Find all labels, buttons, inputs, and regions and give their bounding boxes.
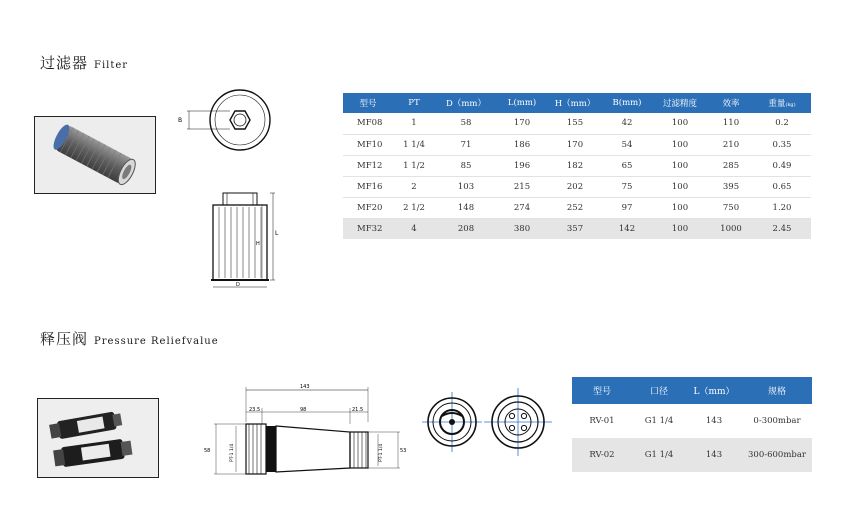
filter-th-efficiency: 效率 bbox=[709, 93, 753, 113]
table-cell: 215 bbox=[497, 176, 547, 197]
table-cell: 202 bbox=[547, 176, 603, 197]
table-cell: 182 bbox=[547, 155, 603, 176]
filter-title-cn: 过滤器 bbox=[40, 54, 89, 72]
filter-th-l: L(mm) bbox=[497, 93, 547, 113]
valve-dim-right-seg: 21.5 bbox=[352, 407, 364, 413]
table-cell: 252 bbox=[547, 197, 603, 218]
table-cell: 110 bbox=[709, 113, 753, 134]
valve-th-spec: 规格 bbox=[742, 377, 812, 404]
table-cell: 357 bbox=[547, 218, 603, 239]
filter-section-title bbox=[40, 52, 128, 73]
valve-dim-left-height: 58 bbox=[204, 448, 211, 454]
table-cell: 285 bbox=[709, 155, 753, 176]
valve-end-view-right bbox=[484, 388, 552, 456]
table-cell: MF08 bbox=[343, 113, 393, 134]
table-row bbox=[343, 176, 811, 197]
table-cell: 148 bbox=[435, 197, 497, 218]
table-cell: 54 bbox=[603, 134, 651, 155]
filter-th-h: H（mm） bbox=[547, 93, 603, 113]
table-row bbox=[572, 404, 812, 438]
table-cell: 4 bbox=[393, 218, 435, 239]
table-cell: MF20 bbox=[343, 197, 393, 218]
table-cell: 2.45 bbox=[753, 218, 811, 239]
table-row bbox=[343, 113, 811, 134]
table-cell: MF32 bbox=[343, 218, 393, 239]
table-cell: 1 1/2 bbox=[393, 155, 435, 176]
table-row bbox=[343, 134, 811, 155]
table-cell: 274 bbox=[497, 197, 547, 218]
filter-dim-b: B bbox=[178, 117, 183, 124]
table-row bbox=[572, 438, 812, 472]
table-cell: RV-02 bbox=[572, 438, 632, 472]
valve-title-en: Pressure Reliefvalue bbox=[94, 336, 219, 347]
table-cell: 100 bbox=[651, 176, 709, 197]
table-cell: 0.65 bbox=[753, 176, 811, 197]
table-cell: 155 bbox=[547, 113, 603, 134]
table-cell: 0.35 bbox=[753, 134, 811, 155]
table-cell: 58 bbox=[435, 113, 497, 134]
valve-dim-overall: 143 bbox=[300, 384, 310, 390]
table-cell: 2 bbox=[393, 176, 435, 197]
table-cell: 170 bbox=[547, 134, 603, 155]
table-cell: MF12 bbox=[343, 155, 393, 176]
valve-end-view-left bbox=[422, 392, 482, 452]
table-row bbox=[343, 155, 811, 176]
filter-dim-h: H bbox=[256, 241, 260, 247]
table-cell: 100 bbox=[651, 134, 709, 155]
table-cell: G1 1/4 bbox=[632, 404, 686, 438]
table-cell: 1.20 bbox=[753, 197, 811, 218]
table-cell: 196 bbox=[497, 155, 547, 176]
table-cell: 2 1/2 bbox=[393, 197, 435, 218]
filter-th-weight-unit: (kg) bbox=[785, 102, 796, 108]
table-cell: 100 bbox=[651, 197, 709, 218]
table-cell: 97 bbox=[603, 197, 651, 218]
table-cell: MF10 bbox=[343, 134, 393, 155]
table-cell: 85 bbox=[435, 155, 497, 176]
table-cell: 1 bbox=[393, 113, 435, 134]
table-cell: 0.49 bbox=[753, 155, 811, 176]
filter-th-weight-label: 重量 bbox=[768, 99, 786, 109]
valve-section-title bbox=[40, 328, 219, 349]
valve-spec-table bbox=[572, 377, 812, 472]
filter-technical-drawing bbox=[175, 85, 285, 295]
table-cell: 186 bbox=[497, 134, 547, 155]
table-cell: 143 bbox=[686, 438, 742, 472]
table-cell: 210 bbox=[709, 134, 753, 155]
table-cell: 100 bbox=[651, 155, 709, 176]
valve-product-photo bbox=[37, 398, 159, 478]
valve-th-model: 型号 bbox=[572, 377, 632, 404]
table-cell: 100 bbox=[651, 113, 709, 134]
table-cell: RV-01 bbox=[572, 404, 632, 438]
table-cell: 75 bbox=[603, 176, 651, 197]
table-cell: 380 bbox=[497, 218, 547, 239]
valve-dim-left-thread: PT-1 1/4 bbox=[230, 443, 235, 462]
table-cell: 42 bbox=[603, 113, 651, 134]
table-cell: 0.2 bbox=[753, 113, 811, 134]
valve-th-length: L（mm） bbox=[686, 377, 742, 404]
table-cell: 208 bbox=[435, 218, 497, 239]
table-cell: 170 bbox=[497, 113, 547, 134]
valve-dim-right-height: 53 bbox=[400, 448, 407, 454]
valve-table-header-row bbox=[572, 377, 812, 404]
valve-dim-mid-seg: 98 bbox=[300, 407, 307, 413]
filter-th-model: 型号 bbox=[343, 93, 393, 113]
filter-th-weight bbox=[753, 93, 811, 113]
table-cell: MF16 bbox=[343, 176, 393, 197]
filter-th-pt: PT bbox=[393, 93, 435, 113]
table-row bbox=[343, 218, 811, 239]
valve-title-cn: 释压阀 bbox=[40, 330, 89, 348]
table-cell: 71 bbox=[435, 134, 497, 155]
table-cell: 300-600mbar bbox=[742, 438, 812, 472]
table-cell: 65 bbox=[603, 155, 651, 176]
filter-th-b: B(mm) bbox=[603, 93, 651, 113]
table-row bbox=[343, 197, 811, 218]
table-cell: 143 bbox=[686, 404, 742, 438]
valve-dim-right-thread: PT-1 1/4 bbox=[379, 443, 384, 462]
filter-product-photo bbox=[34, 116, 156, 194]
table-cell: 0-300mbar bbox=[742, 404, 812, 438]
filter-spec-table bbox=[343, 93, 811, 239]
filter-dim-d: D bbox=[236, 282, 240, 288]
valve-dim-left-seg: 23.5 bbox=[249, 407, 261, 413]
table-cell: 1 1/4 bbox=[393, 134, 435, 155]
filter-th-precision: 过滤精度 bbox=[651, 93, 709, 113]
filter-title-en: Filter bbox=[94, 60, 129, 71]
table-cell: G1 1/4 bbox=[632, 438, 686, 472]
table-cell: 750 bbox=[709, 197, 753, 218]
table-cell: 142 bbox=[603, 218, 651, 239]
table-cell: 103 bbox=[435, 176, 497, 197]
valve-th-port: 口径 bbox=[632, 377, 686, 404]
filter-dim-l: L bbox=[275, 230, 279, 237]
filter-table-header-row bbox=[343, 93, 811, 113]
table-cell: 1000 bbox=[709, 218, 753, 239]
table-cell: 395 bbox=[709, 176, 753, 197]
table-cell: 100 bbox=[651, 218, 709, 239]
filter-th-d: D（mm） bbox=[435, 93, 497, 113]
valve-technical-drawing bbox=[200, 382, 415, 482]
